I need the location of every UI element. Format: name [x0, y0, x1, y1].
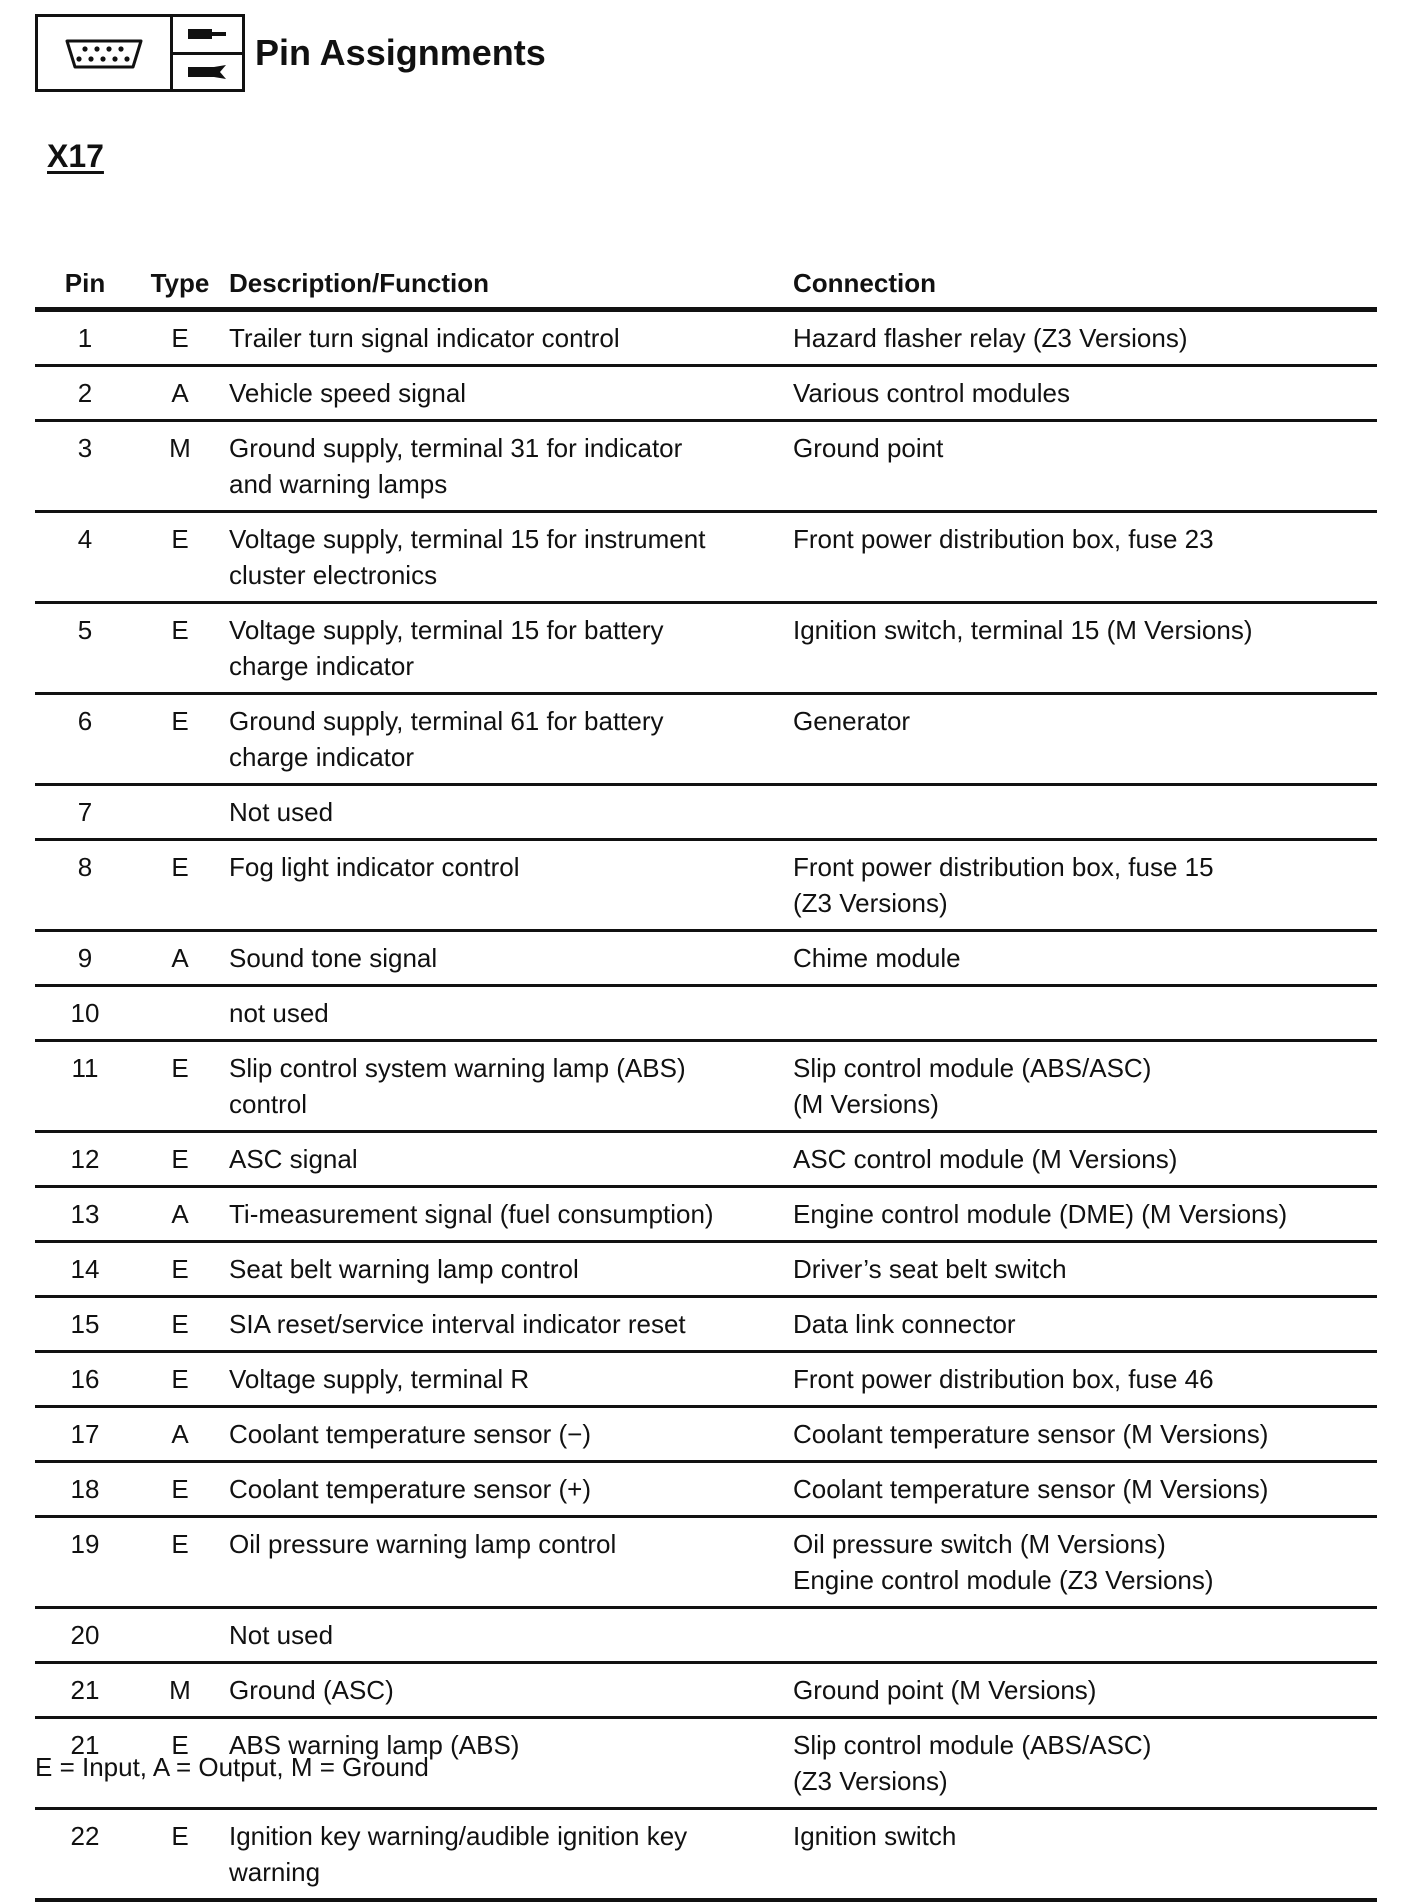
column-header-type: Type: [135, 262, 225, 310]
table-row: [35, 986, 1377, 1041]
pin-number: 2: [35, 366, 135, 421]
pin-number: 15: [35, 1297, 135, 1352]
table-row: [35, 1242, 1377, 1297]
pin-connection: [793, 931, 1377, 986]
pin-connection: [793, 1407, 1377, 1462]
column-header-pin: Pin: [35, 262, 135, 310]
table-row: [35, 1041, 1377, 1132]
pin-type: E: [135, 603, 225, 694]
description-line: SIA reset/service interval indicator reset: [229, 1309, 686, 1339]
table-row: [35, 366, 1377, 421]
plug-female-icon: [186, 64, 230, 80]
pin-description: [225, 421, 793, 512]
description-line: warning: [229, 1857, 321, 1887]
connection-line: Chime module: [793, 943, 961, 973]
pin-type: E: [135, 1242, 225, 1297]
connection-line: Data link connector: [793, 1309, 1016, 1339]
type-legend: E = Input, A = Output, M = Ground: [35, 1752, 429, 1782]
connection-line: Ground point: [793, 433, 944, 463]
description-line: control: [229, 1089, 308, 1119]
connection-line: Engine control module (Z3 Versions): [793, 1565, 1214, 1595]
pin-type: E: [135, 1132, 225, 1187]
pin-number: 21: [35, 1663, 135, 1718]
column-header-description: Description/Function: [225, 262, 793, 310]
connection-line: Ignition switch: [793, 1821, 957, 1851]
description-line: Voltage supply, terminal 15 for battery: [229, 615, 664, 645]
table-row: [35, 785, 1377, 840]
table-row: [35, 1187, 1377, 1242]
table-row: [35, 931, 1377, 986]
page-title: Pin Assignments: [255, 32, 546, 73]
description-line: ASC signal: [229, 1144, 358, 1174]
table-row: [35, 1352, 1377, 1407]
pin-type: [135, 986, 225, 1041]
pin-type: E: [135, 840, 225, 931]
description-line: Coolant temperature sensor (+): [229, 1474, 592, 1504]
pin-number: 13: [35, 1187, 135, 1242]
description-line: cluster electronics: [229, 560, 438, 590]
pin-connection: [793, 1242, 1377, 1297]
pin-description: [225, 694, 793, 785]
pin-description: [225, 1809, 793, 1901]
pin-type: E: [135, 1718, 225, 1809]
table-row: [35, 1297, 1377, 1352]
connection-line: ASC control module (M Versions): [793, 1144, 1178, 1174]
pin-number: 7: [35, 785, 135, 840]
pin-type: A: [135, 931, 225, 986]
connection-line: (M Versions): [793, 1089, 939, 1119]
connection-line: Coolant temperature sensor (M Versions): [793, 1474, 1269, 1504]
table-row: [35, 694, 1377, 785]
pin-type: A: [135, 1187, 225, 1242]
pin-type: E: [135, 1041, 225, 1132]
description-line: Ground (ASC): [229, 1675, 394, 1705]
pin-number: 5: [35, 603, 135, 694]
pin-number: 3: [35, 421, 135, 512]
description-line: Ground supply, terminal 61 for battery: [229, 706, 664, 736]
pin-connection: [793, 1517, 1377, 1608]
pin-description: [225, 603, 793, 694]
column-header-connection: Connection: [793, 262, 1377, 310]
table-row: [35, 421, 1377, 512]
connection-line: Engine control module (DME) (M Versions): [793, 1199, 1288, 1229]
pin-description: [225, 931, 793, 986]
pin-description: [225, 1608, 793, 1663]
description-line: Not used: [229, 797, 334, 827]
connection-line: Front power distribution box, fuse 23: [793, 524, 1214, 554]
pin-number: 17: [35, 1407, 135, 1462]
pin-connection: [793, 366, 1377, 421]
table-row: [35, 512, 1377, 603]
table-row: [35, 603, 1377, 694]
pin-number: 6: [35, 694, 135, 785]
description-line: Fog light indicator control: [229, 852, 520, 882]
pin-type: M: [135, 1663, 225, 1718]
description-line: Seat belt warning lamp control: [229, 1254, 579, 1284]
pin-description: [225, 840, 793, 931]
table-row: [35, 1663, 1377, 1718]
pin-number: 9: [35, 931, 135, 986]
pin-number: 12: [35, 1132, 135, 1187]
connection-line: Hazard flasher relay (Z3 Versions): [793, 323, 1188, 353]
table-row: [35, 1407, 1377, 1462]
connection-line: Slip control module (ABS/ASC): [793, 1053, 1152, 1083]
pin-type: A: [135, 1407, 225, 1462]
connection-line: Various control modules: [793, 378, 1070, 408]
pin-number: 22: [35, 1809, 135, 1901]
table-row: [35, 1462, 1377, 1517]
pin-number: 8: [35, 840, 135, 931]
table-row: [35, 1608, 1377, 1663]
table-row: [35, 1132, 1377, 1187]
connector-icon: [63, 35, 145, 71]
connection-line: Generator: [793, 706, 911, 736]
pin-connection: [793, 603, 1377, 694]
pin-description: [225, 785, 793, 840]
pin-description: [225, 1663, 793, 1718]
connection-line: Ground point (M Versions): [793, 1675, 1097, 1705]
table-row: [35, 1809, 1377, 1901]
pin-assignment-table: [35, 262, 1377, 1902]
pin-connection: [793, 1041, 1377, 1132]
pin-connection: [793, 1297, 1377, 1352]
pin-number: 11: [35, 1041, 135, 1132]
description-line: Coolant temperature sensor (−): [229, 1419, 592, 1449]
pin-connection: [793, 1187, 1377, 1242]
pin-type: E: [135, 512, 225, 603]
pin-connection: [793, 1608, 1377, 1663]
pin-connection: [793, 1132, 1377, 1187]
pin-description: [225, 366, 793, 421]
pin-number: 20: [35, 1608, 135, 1663]
table-header-row: [35, 262, 1377, 310]
connection-line: Ignition switch, terminal 15 (M Versions): [793, 615, 1253, 645]
pin-number: 4: [35, 512, 135, 603]
connection-line: Driver’s seat belt switch: [793, 1254, 1067, 1284]
connection-line: Coolant temperature sensor (M Versions): [793, 1419, 1269, 1449]
description-line: Ti-measurement signal (fuel consumption): [229, 1199, 714, 1229]
pin-type: E: [135, 1462, 225, 1517]
pin-description: [225, 310, 793, 366]
connection-line: (Z3 Versions): [793, 888, 948, 918]
pin-description: [225, 1132, 793, 1187]
pin-connection: [793, 1809, 1377, 1901]
description-line: Voltage supply, terminal R: [229, 1364, 530, 1394]
table-row: [35, 310, 1377, 366]
pin-connection: [793, 1718, 1377, 1809]
pin-type: [135, 785, 225, 840]
pin-number: 1: [35, 310, 135, 366]
description-line: charge indicator: [229, 651, 414, 681]
description-line: Trailer turn signal indicator control: [229, 323, 620, 353]
pin-type: A: [135, 366, 225, 421]
pin-description: [225, 986, 793, 1041]
description-line: Vehicle speed signal: [229, 378, 467, 408]
pin-connection: [793, 1352, 1377, 1407]
pin-number: 16: [35, 1352, 135, 1407]
table-body: [35, 310, 1377, 1901]
description-line: ABS warning lamp (ABS): [229, 1730, 520, 1760]
pin-number: 21: [35, 1718, 135, 1809]
pin-number: 19: [35, 1517, 135, 1608]
pin-description: [225, 1041, 793, 1132]
pin-connection: [793, 421, 1377, 512]
pin-connection: [793, 1462, 1377, 1517]
description-line: Slip control system warning lamp (ABS): [229, 1053, 686, 1083]
pin-type: E: [135, 1809, 225, 1901]
page-header: [35, 14, 546, 92]
connection-line: Front power distribution box, fuse 15: [793, 852, 1214, 882]
pin-description: [225, 1352, 793, 1407]
pin-description: [225, 1462, 793, 1517]
pin-type: [135, 1608, 225, 1663]
description-line: and warning lamps: [229, 469, 448, 499]
connection-line: Oil pressure switch (M Versions): [793, 1529, 1166, 1559]
connection-line: Slip control module (ABS/ASC): [793, 1730, 1152, 1760]
description-line: charge indicator: [229, 742, 414, 772]
pin-type: E: [135, 1297, 225, 1352]
pin-number: 10: [35, 986, 135, 1041]
pin-connection: [793, 1663, 1377, 1718]
pin-description: [225, 1297, 793, 1352]
description-line: Not used: [229, 1620, 334, 1650]
pin-connection: [793, 840, 1377, 931]
description-line: Voltage supply, terminal 15 for instrument: [229, 524, 706, 554]
pin-connection: [793, 694, 1377, 785]
pin-type: E: [135, 1517, 225, 1608]
pin-description: [225, 1187, 793, 1242]
pin-description: [225, 1407, 793, 1462]
description-line: not used: [229, 998, 329, 1028]
pin-type: E: [135, 310, 225, 366]
pin-connection: [793, 310, 1377, 366]
pin-connection: [793, 512, 1377, 603]
pin-type: M: [135, 421, 225, 512]
description-line: Ground supply, terminal 31 for indicator: [229, 433, 683, 463]
connection-line: Front power distribution box, fuse 46: [793, 1364, 1214, 1394]
pin-type: E: [135, 694, 225, 785]
description-line: Sound tone signal: [229, 943, 438, 973]
pin-connection: [793, 785, 1377, 840]
pin-type: E: [135, 1352, 225, 1407]
connector-id: X17: [47, 138, 104, 174]
description-line: Ignition key warning/audible ignition key: [229, 1821, 688, 1851]
table-row: [35, 840, 1377, 931]
connection-line: (Z3 Versions): [793, 1766, 948, 1796]
description-line: Oil pressure warning lamp control: [229, 1529, 617, 1559]
table-row: [35, 1517, 1377, 1608]
pin-description: [225, 1242, 793, 1297]
pin-number: 18: [35, 1462, 135, 1517]
pin-connection: [793, 986, 1377, 1041]
pin-number: 14: [35, 1242, 135, 1297]
plug-male-icon: [186, 26, 230, 42]
pin-description: [225, 1517, 793, 1608]
symbol-box: [35, 14, 245, 92]
pin-description: [225, 512, 793, 603]
